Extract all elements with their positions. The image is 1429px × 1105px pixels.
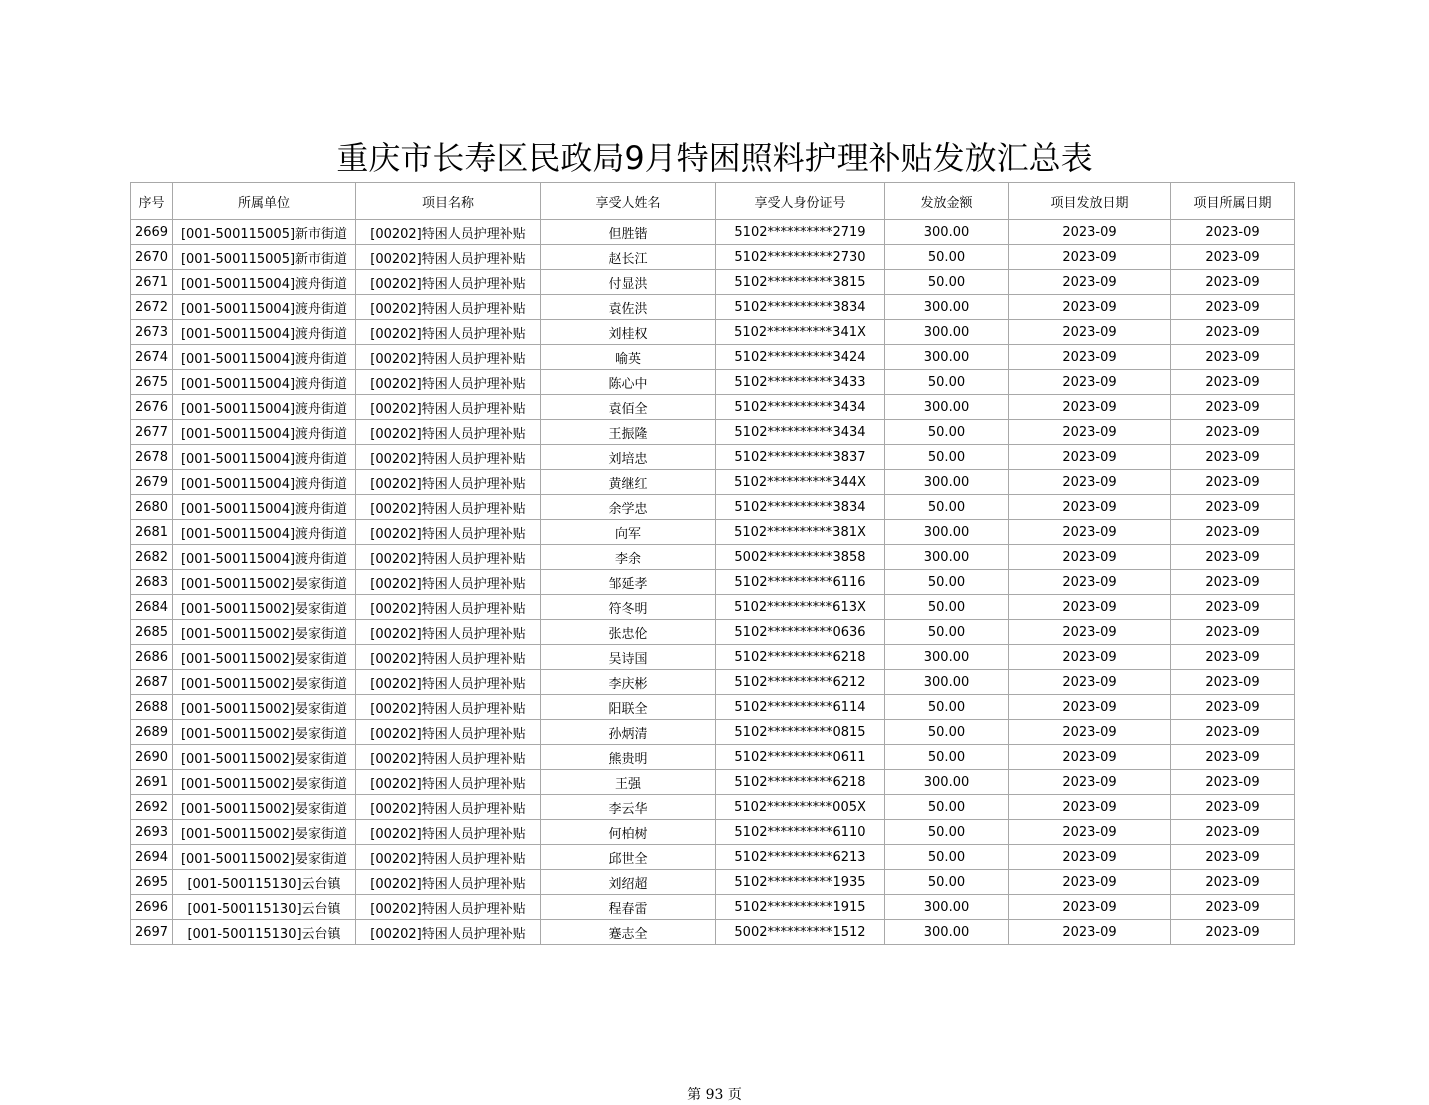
id-cell: 5102**********6212 xyxy=(716,670,885,695)
period-date-cell: 2023-09 xyxy=(1171,670,1295,695)
issue-date-cell: 2023-09 xyxy=(1009,470,1171,495)
id-header: 享受人身份证号 xyxy=(716,183,885,220)
table-row xyxy=(131,495,1295,520)
name-cell: 符冬明 xyxy=(541,595,716,620)
table-body xyxy=(131,220,1295,945)
name-cell: 刘绍超 xyxy=(541,870,716,895)
name-cell: 吴诗国 xyxy=(541,645,716,670)
table-row xyxy=(131,770,1295,795)
amount-cell: 300.00 xyxy=(885,770,1009,795)
issue-date-cell: 2023-09 xyxy=(1009,895,1171,920)
name-cell: 熊贵明 xyxy=(541,745,716,770)
id-cell: 5102**********6110 xyxy=(716,820,885,845)
unit-cell: [001-500115130]云台镇 xyxy=(173,920,356,945)
id-cell: 5102**********1935 xyxy=(716,870,885,895)
issue-date-cell: 2023-09 xyxy=(1009,520,1171,545)
table-row xyxy=(131,395,1295,420)
amount-cell: 50.00 xyxy=(885,245,1009,270)
seq-cell: 2681 xyxy=(131,520,173,545)
period-date-cell: 2023-09 xyxy=(1171,345,1295,370)
table-row xyxy=(131,320,1295,345)
seq-cell: 2686 xyxy=(131,645,173,670)
unit-cell: [001-500115004]渡舟街道 xyxy=(173,520,356,545)
issue-date-cell: 2023-09 xyxy=(1009,345,1171,370)
project-cell: [00202]特困人员护理补贴 xyxy=(356,620,541,645)
table-row xyxy=(131,695,1295,720)
amount-cell: 50.00 xyxy=(885,270,1009,295)
project-cell: [00202]特困人员护理补贴 xyxy=(356,370,541,395)
issue-date-cell: 2023-09 xyxy=(1009,595,1171,620)
table-row xyxy=(131,520,1295,545)
amount-cell: 50.00 xyxy=(885,745,1009,770)
seq-cell: 2674 xyxy=(131,345,173,370)
name-cell: 刘培忠 xyxy=(541,445,716,470)
id-cell: 5002**********3858 xyxy=(716,545,885,570)
id-cell: 5102**********6218 xyxy=(716,645,885,670)
period-date-cell: 2023-09 xyxy=(1171,320,1295,345)
amount-cell: 50.00 xyxy=(885,570,1009,595)
name-cell: 黄继红 xyxy=(541,470,716,495)
name-cell: 李余 xyxy=(541,545,716,570)
project-cell: [00202]特困人员护理补贴 xyxy=(356,520,541,545)
period-date-cell: 2023-09 xyxy=(1171,395,1295,420)
unit-cell: [001-500115005]新市街道 xyxy=(173,245,356,270)
project-cell: [00202]特困人员护理补贴 xyxy=(356,420,541,445)
table-row xyxy=(131,745,1295,770)
table-row xyxy=(131,370,1295,395)
id-cell: 5102**********3815 xyxy=(716,270,885,295)
unit-cell: [001-500115004]渡舟街道 xyxy=(173,395,356,420)
issue-date-cell: 2023-09 xyxy=(1009,295,1171,320)
period-date-cell: 2023-09 xyxy=(1171,370,1295,395)
unit-cell: [001-500115004]渡舟街道 xyxy=(173,295,356,320)
seq-cell: 2687 xyxy=(131,670,173,695)
amount-cell: 300.00 xyxy=(885,395,1009,420)
period-date-header: 项目所属日期 xyxy=(1171,183,1295,220)
issue-date-cell: 2023-09 xyxy=(1009,720,1171,745)
amount-cell: 50.00 xyxy=(885,720,1009,745)
seq-cell: 2696 xyxy=(131,895,173,920)
table-row xyxy=(131,570,1295,595)
issue-date-cell: 2023-09 xyxy=(1009,270,1171,295)
table-row xyxy=(131,345,1295,370)
id-cell: 5102**********1915 xyxy=(716,895,885,920)
name-cell: 陈心中 xyxy=(541,370,716,395)
period-date-cell: 2023-09 xyxy=(1171,645,1295,670)
amount-cell: 50.00 xyxy=(885,695,1009,720)
project-cell: [00202]特困人员护理补贴 xyxy=(356,745,541,770)
name-cell: 王强 xyxy=(541,770,716,795)
project-cell: [00202]特困人员护理补贴 xyxy=(356,220,541,245)
id-cell: 5102**********341X xyxy=(716,320,885,345)
amount-cell: 300.00 xyxy=(885,345,1009,370)
period-date-cell: 2023-09 xyxy=(1171,595,1295,620)
amount-cell: 300.00 xyxy=(885,670,1009,695)
unit-cell: [001-500115002]晏家街道 xyxy=(173,745,356,770)
project-cell: [00202]特困人员护理补贴 xyxy=(356,495,541,520)
period-date-cell: 2023-09 xyxy=(1171,545,1295,570)
project-cell: [00202]特困人员护理补贴 xyxy=(356,670,541,695)
unit-cell: [001-500115002]晏家街道 xyxy=(173,570,356,595)
unit-cell: [001-500115002]晏家街道 xyxy=(173,645,356,670)
period-date-cell: 2023-09 xyxy=(1171,295,1295,320)
table-row xyxy=(131,270,1295,295)
table-row xyxy=(131,895,1295,920)
seq-cell: 2676 xyxy=(131,395,173,420)
unit-cell: [001-500115004]渡舟街道 xyxy=(173,320,356,345)
issue-date-cell: 2023-09 xyxy=(1009,845,1171,870)
unit-cell: [001-500115004]渡舟街道 xyxy=(173,495,356,520)
seq-cell: 2690 xyxy=(131,745,173,770)
name-cell: 向军 xyxy=(541,520,716,545)
unit-cell: [001-500115004]渡舟街道 xyxy=(173,445,356,470)
id-cell: 5102**********3834 xyxy=(716,295,885,320)
issue-date-cell: 2023-09 xyxy=(1009,545,1171,570)
period-date-cell: 2023-09 xyxy=(1171,695,1295,720)
unit-cell: [001-500115002]晏家街道 xyxy=(173,770,356,795)
header-row xyxy=(131,183,1295,220)
period-date-cell: 2023-09 xyxy=(1171,495,1295,520)
amount-cell: 300.00 xyxy=(885,895,1009,920)
project-cell: [00202]特困人员护理补贴 xyxy=(356,820,541,845)
unit-cell: [001-500115002]晏家街道 xyxy=(173,720,356,745)
id-cell: 5102**********6218 xyxy=(716,770,885,795)
name-cell: 阳联全 xyxy=(541,695,716,720)
seq-cell: 2692 xyxy=(131,795,173,820)
amount-cell: 50.00 xyxy=(885,495,1009,520)
table-row xyxy=(131,720,1295,745)
issue-date-cell: 2023-09 xyxy=(1009,220,1171,245)
unit-cell: [001-500115002]晏家街道 xyxy=(173,845,356,870)
issue-date-cell: 2023-09 xyxy=(1009,695,1171,720)
table-row xyxy=(131,470,1295,495)
amount-cell: 50.00 xyxy=(885,595,1009,620)
project-cell: [00202]特困人员护理补贴 xyxy=(356,845,541,870)
id-cell: 5102**********6213 xyxy=(716,845,885,870)
project-cell: [00202]特困人员护理补贴 xyxy=(356,270,541,295)
name-cell: 程春雷 xyxy=(541,895,716,920)
table-row xyxy=(131,920,1295,945)
period-date-cell: 2023-09 xyxy=(1171,795,1295,820)
project-cell: [00202]特困人员护理补贴 xyxy=(356,695,541,720)
seq-cell: 2677 xyxy=(131,420,173,445)
issue-date-cell: 2023-09 xyxy=(1009,395,1171,420)
seq-cell: 2670 xyxy=(131,245,173,270)
period-date-cell: 2023-09 xyxy=(1171,420,1295,445)
seq-cell: 2673 xyxy=(131,320,173,345)
table-row xyxy=(131,220,1295,245)
seq-cell: 2669 xyxy=(131,220,173,245)
project-cell: [00202]特困人员护理补贴 xyxy=(356,595,541,620)
seq-cell: 2697 xyxy=(131,920,173,945)
table-row xyxy=(131,445,1295,470)
issue-date-cell: 2023-09 xyxy=(1009,370,1171,395)
seq-header: 序号 xyxy=(131,183,173,220)
period-date-cell: 2023-09 xyxy=(1171,445,1295,470)
period-date-cell: 2023-09 xyxy=(1171,770,1295,795)
unit-cell: [001-500115004]渡舟街道 xyxy=(173,545,356,570)
seq-cell: 2683 xyxy=(131,570,173,595)
id-cell: 5002**********1512 xyxy=(716,920,885,945)
unit-cell: [001-500115002]晏家街道 xyxy=(173,595,356,620)
unit-cell: [001-500115002]晏家街道 xyxy=(173,620,356,645)
name-cell: 王振隆 xyxy=(541,420,716,445)
amount-cell: 50.00 xyxy=(885,795,1009,820)
table-row xyxy=(131,295,1295,320)
name-cell: 蹇志全 xyxy=(541,920,716,945)
period-date-cell: 2023-09 xyxy=(1171,270,1295,295)
unit-cell: [001-500115002]晏家街道 xyxy=(173,795,356,820)
seq-cell: 2688 xyxy=(131,695,173,720)
name-cell: 李云华 xyxy=(541,795,716,820)
amount-cell: 300.00 xyxy=(885,545,1009,570)
issue-date-cell: 2023-09 xyxy=(1009,870,1171,895)
unit-cell: [001-500115002]晏家街道 xyxy=(173,670,356,695)
id-cell: 5102**********3434 xyxy=(716,395,885,420)
name-cell: 孙炳清 xyxy=(541,720,716,745)
name-cell: 张忠伦 xyxy=(541,620,716,645)
period-date-cell: 2023-09 xyxy=(1171,220,1295,245)
unit-cell: [001-500115004]渡舟街道 xyxy=(173,420,356,445)
unit-cell: [001-500115004]渡舟街道 xyxy=(173,345,356,370)
period-date-cell: 2023-09 xyxy=(1171,520,1295,545)
unit-cell: [001-500115130]云台镇 xyxy=(173,870,356,895)
id-cell: 5102**********0636 xyxy=(716,620,885,645)
id-cell: 5102**********2719 xyxy=(716,220,885,245)
amount-cell: 300.00 xyxy=(885,470,1009,495)
amount-cell: 300.00 xyxy=(885,920,1009,945)
project-cell: [00202]特困人员护理补贴 xyxy=(356,795,541,820)
table-row xyxy=(131,845,1295,870)
name-header: 享受人姓名 xyxy=(541,183,716,220)
id-cell: 5102**********3834 xyxy=(716,495,885,520)
issue-date-cell: 2023-09 xyxy=(1009,795,1171,820)
period-date-cell: 2023-09 xyxy=(1171,920,1295,945)
name-cell: 邹延孝 xyxy=(541,570,716,595)
id-cell: 5102**********381X xyxy=(716,520,885,545)
amount-cell: 50.00 xyxy=(885,620,1009,645)
id-cell: 5102**********3837 xyxy=(716,445,885,470)
seq-cell: 2684 xyxy=(131,595,173,620)
period-date-cell: 2023-09 xyxy=(1171,245,1295,270)
period-date-cell: 2023-09 xyxy=(1171,895,1295,920)
project-cell: [00202]特困人员护理补贴 xyxy=(356,720,541,745)
unit-cell: [001-500115002]晏家街道 xyxy=(173,820,356,845)
project-cell: [00202]特困人员护理补贴 xyxy=(356,895,541,920)
issue-date-cell: 2023-09 xyxy=(1009,495,1171,520)
issue-date-cell: 2023-09 xyxy=(1009,820,1171,845)
issue-date-cell: 2023-09 xyxy=(1009,745,1171,770)
page-number: 第 93 页 xyxy=(687,1087,742,1103)
unit-cell: [001-500115002]晏家街道 xyxy=(173,695,356,720)
seq-cell: 2680 xyxy=(131,495,173,520)
issue-date-cell: 2023-09 xyxy=(1009,620,1171,645)
project-cell: [00202]特困人员护理补贴 xyxy=(356,295,541,320)
amount-cell: 300.00 xyxy=(885,645,1009,670)
name-cell: 李庆彬 xyxy=(541,670,716,695)
project-cell: [00202]特困人员护理补贴 xyxy=(356,545,541,570)
period-date-cell: 2023-09 xyxy=(1171,720,1295,745)
amount-cell: 50.00 xyxy=(885,420,1009,445)
project-cell: [00202]特困人员护理补贴 xyxy=(356,870,541,895)
amount-cell: 50.00 xyxy=(885,820,1009,845)
issue-date-header: 项目发放日期 xyxy=(1009,183,1171,220)
id-cell: 5102**********344X xyxy=(716,470,885,495)
amount-cell: 300.00 xyxy=(885,295,1009,320)
issue-date-cell: 2023-09 xyxy=(1009,245,1171,270)
seq-cell: 2671 xyxy=(131,270,173,295)
unit-cell: [001-500115004]渡舟街道 xyxy=(173,270,356,295)
subsidy-table xyxy=(130,182,1295,945)
unit-cell: [001-500115130]云台镇 xyxy=(173,895,356,920)
id-cell: 5102**********0611 xyxy=(716,745,885,770)
id-cell: 5102**********613X xyxy=(716,595,885,620)
project-cell: [00202]特困人员护理补贴 xyxy=(356,645,541,670)
name-cell: 余学忠 xyxy=(541,495,716,520)
issue-date-cell: 2023-09 xyxy=(1009,670,1171,695)
name-cell: 喻英 xyxy=(541,345,716,370)
unit-cell: [001-500115005]新市街道 xyxy=(173,220,356,245)
seq-cell: 2693 xyxy=(131,820,173,845)
name-cell: 何柏树 xyxy=(541,820,716,845)
seq-cell: 2685 xyxy=(131,620,173,645)
table-row xyxy=(131,245,1295,270)
name-cell: 赵长江 xyxy=(541,245,716,270)
issue-date-cell: 2023-09 xyxy=(1009,320,1171,345)
amount-cell: 50.00 xyxy=(885,870,1009,895)
table-row xyxy=(131,670,1295,695)
name-cell: 袁佰全 xyxy=(541,395,716,420)
amount-cell: 300.00 xyxy=(885,520,1009,545)
amount-cell: 50.00 xyxy=(885,845,1009,870)
period-date-cell: 2023-09 xyxy=(1171,570,1295,595)
seq-cell: 2678 xyxy=(131,445,173,470)
seq-cell: 2675 xyxy=(131,370,173,395)
project-cell: [00202]特困人员护理补贴 xyxy=(356,770,541,795)
issue-date-cell: 2023-09 xyxy=(1009,570,1171,595)
amount-cell: 50.00 xyxy=(885,370,1009,395)
seq-cell: 2691 xyxy=(131,770,173,795)
issue-date-cell: 2023-09 xyxy=(1009,920,1171,945)
amount-cell: 300.00 xyxy=(885,320,1009,345)
issue-date-cell: 2023-09 xyxy=(1009,420,1171,445)
seq-cell: 2679 xyxy=(131,470,173,495)
id-cell: 5102**********2730 xyxy=(716,245,885,270)
period-date-cell: 2023-09 xyxy=(1171,820,1295,845)
period-date-cell: 2023-09 xyxy=(1171,470,1295,495)
amount-header: 发放金额 xyxy=(885,183,1009,220)
project-cell: [00202]特困人员护理补贴 xyxy=(356,245,541,270)
period-date-cell: 2023-09 xyxy=(1171,870,1295,895)
name-cell: 邱世全 xyxy=(541,845,716,870)
project-cell: [00202]特困人员护理补贴 xyxy=(356,345,541,370)
name-cell: 但胜锴 xyxy=(541,220,716,245)
table-row xyxy=(131,795,1295,820)
name-cell: 刘桂权 xyxy=(541,320,716,345)
project-cell: [00202]特困人员护理补贴 xyxy=(356,570,541,595)
period-date-cell: 2023-09 xyxy=(1171,620,1295,645)
table-row xyxy=(131,820,1295,845)
seq-cell: 2672 xyxy=(131,295,173,320)
project-cell: [00202]特困人员护理补贴 xyxy=(356,395,541,420)
issue-date-cell: 2023-09 xyxy=(1009,645,1171,670)
unit-header: 所属单位 xyxy=(173,183,356,220)
table-row xyxy=(131,420,1295,445)
id-cell: 5102**********6114 xyxy=(716,695,885,720)
table-row xyxy=(131,595,1295,620)
seq-cell: 2689 xyxy=(131,720,173,745)
id-cell: 5102**********6116 xyxy=(716,570,885,595)
issue-date-cell: 2023-09 xyxy=(1009,445,1171,470)
project-cell: [00202]特困人员护理补贴 xyxy=(356,920,541,945)
id-cell: 5102**********3434 xyxy=(716,420,885,445)
id-cell: 5102**********3424 xyxy=(716,345,885,370)
id-cell: 5102**********3433 xyxy=(716,370,885,395)
document-title: 重庆市长寿区民政局9月特困照料护理补贴发放汇总表 xyxy=(336,139,1093,177)
seq-cell: 2695 xyxy=(131,870,173,895)
table-row xyxy=(131,870,1295,895)
project-cell: [00202]特困人员护理补贴 xyxy=(356,470,541,495)
unit-cell: [001-500115004]渡舟街道 xyxy=(173,370,356,395)
seq-cell: 2694 xyxy=(131,845,173,870)
table-row xyxy=(131,545,1295,570)
amount-cell: 50.00 xyxy=(885,445,1009,470)
period-date-cell: 2023-09 xyxy=(1171,845,1295,870)
issue-date-cell: 2023-09 xyxy=(1009,770,1171,795)
id-cell: 5102**********005X xyxy=(716,795,885,820)
amount-cell: 300.00 xyxy=(885,220,1009,245)
period-date-cell: 2023-09 xyxy=(1171,745,1295,770)
seq-cell: 2682 xyxy=(131,545,173,570)
id-cell: 5102**********0815 xyxy=(716,720,885,745)
project-cell: [00202]特困人员护理补贴 xyxy=(356,320,541,345)
table-row xyxy=(131,645,1295,670)
name-cell: 付显洪 xyxy=(541,270,716,295)
unit-cell: [001-500115004]渡舟街道 xyxy=(173,470,356,495)
project-header: 项目名称 xyxy=(356,183,541,220)
name-cell: 袁佐洪 xyxy=(541,295,716,320)
project-cell: [00202]特困人员护理补贴 xyxy=(356,445,541,470)
table-row xyxy=(131,620,1295,645)
